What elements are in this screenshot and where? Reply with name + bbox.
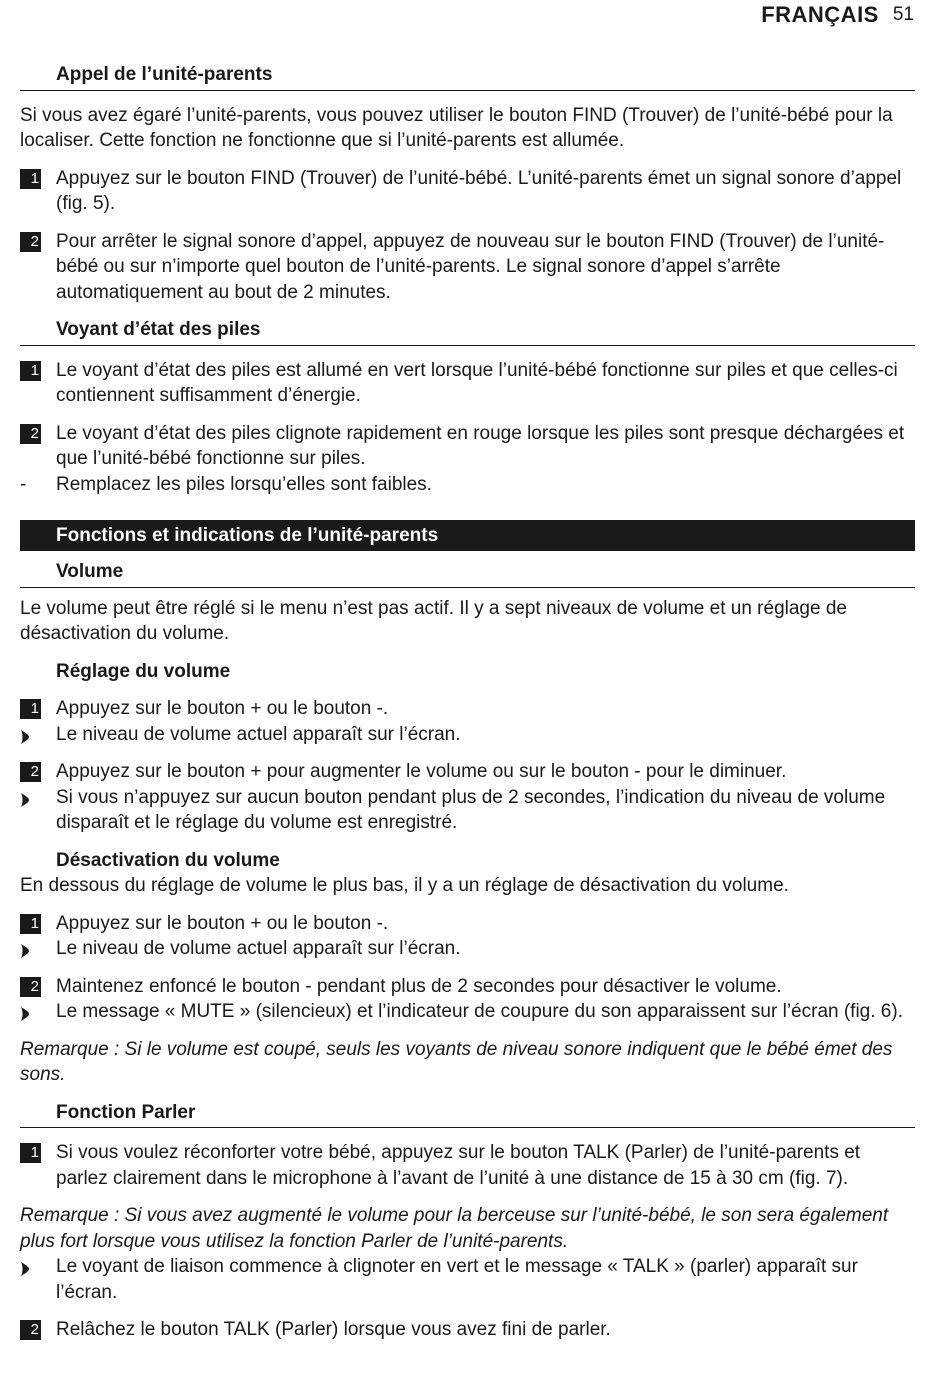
step-number-badge: 1 [20,1143,41,1163]
battery-step-2 [20,421,915,472]
mute-result-2 [20,999,915,1025]
step-number-badge: 2 [20,232,41,252]
result-text: Le voyant de liaison commence à clignoter en vert et le message « TALK » (parler) apparaît sur l’écran. [56,1256,858,1303]
talk-step-1 [20,1140,915,1191]
step-text: Si vous voulez réconforter votre bébé, appuyez sur le bouton TALK (Parler) de l’unité-parents et parlez clairement dans le microphone à l’avant de l’unité à une distance de 15 à 30 cm (fig. 7). [56,1142,861,1189]
mute-note: Remarque : Si le volume est coupé, seuls les voyants de niveau sonore indiquent que le bébé émet des sons. [20,1038,893,1085]
volume-result-2 [20,785,915,836]
dash-text: Remplacez les piles lorsqu’elles sont faibles. [56,473,432,495]
section-heading-talk: Fonction Parler [20,1100,915,1129]
step-number-badge: 1 [20,699,41,719]
result-text: Le message « MUTE » (silencieux) et l’indicateur de coupure du son apparaissent sur l’écran (fig. 6). [56,1001,903,1022]
volume-step-1 [20,696,915,722]
talk-result [20,1254,915,1305]
battery-step-1 [20,358,915,409]
mute-step-2 [20,974,915,1000]
page-header [761,0,914,30]
subheading-mute: Désactivation du volume [56,849,280,871]
volume-step-2 [20,759,915,785]
step-text: Pour arrêter le signal sonore d’appel, appuyez de nouveau sur le bouton FIND (Trouver) de l’unité-bébé ou sur n’importe quel bouton de l’unité-parents. Le signal sonore d’appel s’arrête automatiquement au bout de 2 minutes. [56,230,885,303]
volume-intro: Le volume peut être réglé si le menu n’est pas actif. Il y a sept niveaux de volume et un réglage de désactivation du volume. [20,597,847,644]
result-arrow-icon [20,722,56,748]
step-number-badge: 2 [20,977,41,997]
find-intro: Si vous avez égaré l’unité-parents, vous pouvez utiliser le bouton FIND (Trouver) de l’unité-bébé pour la localiser. Cette fonction ne fonctionne que si l’unité-parents est allumée. [20,104,893,151]
step-text: Appuyez sur le bouton FIND (Trouver) de l’unité-bébé. L’unité-parents émet un signal sonore d’appel (fig. 5). [56,167,902,214]
step-text: Maintenez enfoncé le bouton - pendant plus de 2 secondes pour désactiver le volume. [56,975,782,997]
battery-dash-item [20,472,915,498]
result-arrow-icon [20,936,56,962]
mute-step-1 [20,911,915,937]
step-text: Appuyez sur le bouton + ou le bouton -. [56,912,389,934]
section-heading-find: Appel de l’unité-parents [20,62,915,91]
page-number: 51 [892,4,914,26]
result-arrow-icon [20,785,56,836]
find-step-1 [20,166,915,217]
step-text: Appuyez sur le bouton + ou le bouton -. [56,698,389,719]
mute-result-1 [20,936,915,962]
step-number-badge: 1 [20,361,41,381]
step-text: Le voyant d’état des piles clignote rapidement en rouge lorsque les piles sont presque déchargées et que l’unité-bébé fonctionne sur piles. [56,422,905,469]
step-number-badge: 2 [20,1320,41,1340]
result-text: Le niveau de volume actuel apparaît sur l’écran. [56,723,461,745]
step-number-badge: 1 [20,914,41,934]
language-label: FRANÇAIS [761,2,879,28]
mute-intro: En dessous du réglage de volume le plus bas, il y a un réglage de désactivation du volume. [20,875,789,896]
step-number-badge: 2 [20,762,41,782]
talk-step-2 [20,1317,915,1343]
section-bar-parent-unit: Fonctions et indications de l’unité-parents [20,520,915,551]
result-text: Le niveau de volume actuel apparaît sur l’écran. [56,938,461,959]
talk-note: Remarque : Si vous avez augmenté le volume pour la berceuse sur l’unité-bébé, le son sera également plus fort lorsque vous utilisez la fonction Parler de l’unité-parents. [20,1205,889,1252]
find-step-2 [20,229,915,306]
volume-result-1 [20,722,915,748]
result-arrow-icon [20,1254,56,1305]
step-text: Le voyant d’état des piles est allumé en vert lorsque l’unité-bébé fonctionne sur piles et que celles-ci contiennent suffisamment d’énergie. [56,359,898,406]
page-content [20,62,915,1343]
result-arrow-icon [20,999,56,1025]
result-text: Si vous n’appuyez sur aucun bouton pendant plus de 2 secondes, l’indication du niveau de volume disparaît et le réglage du volume est enregistré. [56,786,886,833]
section-heading-battery: Voyant d’état des piles [20,317,915,346]
step-number-badge: 2 [20,424,41,444]
section-heading-volume: Volume [20,559,915,588]
dash-marker: - [20,473,27,495]
subheading-volume-adjust: Réglage du volume [56,660,231,682]
step-text: Relâchez le bouton TALK (Parler) lorsque vous avez fini de parler. [56,1319,611,1340]
step-text: Appuyez sur le bouton + pour augmenter le volume ou sur le bouton - pour le diminuer. [56,761,787,782]
step-number-badge: 1 [20,169,41,189]
